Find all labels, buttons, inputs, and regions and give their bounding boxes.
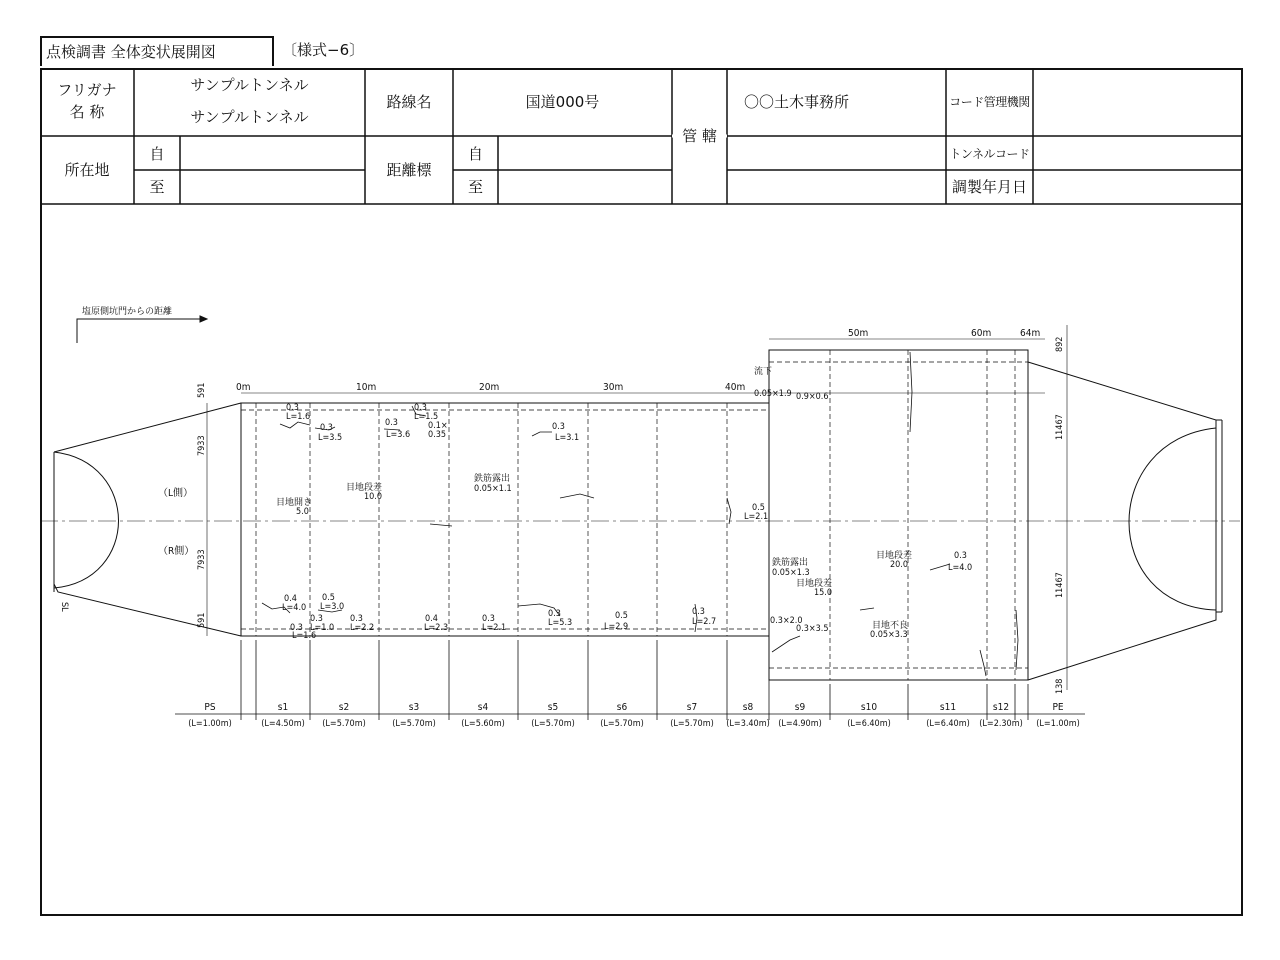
annotation-labels <box>276 365 972 641</box>
annotation: 0.05×1.3 <box>772 568 810 578</box>
distance-ticks <box>236 328 1040 393</box>
annotation: L=3.0 <box>320 602 345 612</box>
annotation: 20.0 <box>890 560 909 570</box>
left-dimensions <box>197 383 207 636</box>
annotation: 0.3 <box>548 609 561 619</box>
annotation: 0.3 <box>286 403 299 413</box>
annotation: 0.3 <box>482 614 495 624</box>
span-length: (L=1.00m) <box>1036 719 1080 729</box>
location-to-label: 至 <box>149 178 165 196</box>
span-id: s3 <box>408 702 420 713</box>
document-title: 点検調書 全体変状展開図 <box>40 36 274 66</box>
span-length: (L=4.90m) <box>778 719 822 729</box>
annotation: 0.5 <box>615 611 628 621</box>
span-id: PE <box>1052 702 1064 713</box>
right-dimensions <box>1055 325 1067 694</box>
annotation: 目地段差 <box>796 579 833 589</box>
annotation: L=1.5 <box>414 412 439 422</box>
marker-from-label: 自 <box>467 145 483 163</box>
left-portal <box>54 403 241 636</box>
span-labels <box>188 702 1080 729</box>
annotation: L=4.0 <box>282 603 307 613</box>
name-value: サンプルトンネル <box>190 108 309 126</box>
dim-left-top: 591 <box>197 382 207 398</box>
annotation: 目地不良 <box>872 621 909 631</box>
marker-to-label: 至 <box>467 178 483 196</box>
annotation: L=5.3 <box>548 618 573 628</box>
annotation: L=1.6 <box>286 412 311 422</box>
annotation: 0.3 <box>692 607 705 617</box>
dim-left-upper: 7933 <box>197 435 207 456</box>
span-length: (L=4.50m) <box>261 719 305 729</box>
annotation: 0.1× <box>428 421 448 431</box>
tick-10m: 10m <box>356 382 377 393</box>
span-id: s6 <box>616 702 628 713</box>
annotation: 0.3 <box>954 551 967 561</box>
span-id: s8 <box>742 702 754 713</box>
dim-left-lower: 7933 <box>197 549 207 570</box>
annotation: 0.3×2.0 <box>770 616 803 626</box>
annotation: 鉄筋露出 <box>772 558 809 568</box>
jurisdiction-label: 管 轄 <box>682 127 717 145</box>
annotation: 5.0 <box>296 507 309 517</box>
annotation: L=2.3 <box>424 623 449 633</box>
tick-40m: 40m <box>725 382 746 393</box>
span-length: (L=5.60m) <box>461 719 505 729</box>
annotation: 目地段差 <box>876 551 913 561</box>
span-length: (L=5.70m) <box>322 719 366 729</box>
annotation: L=2.2 <box>350 623 375 633</box>
annotation: 0.3 <box>414 403 427 413</box>
span-id: PS <box>204 702 216 713</box>
annotation: L=4.0 <box>948 563 973 573</box>
furigana-value: サンプルトンネル <box>190 76 309 94</box>
annotation: L=1.0 <box>310 623 335 633</box>
span-id: s1 <box>277 702 289 713</box>
annotation: 鉄筋露出 <box>474 474 511 484</box>
annotation: 0.3 <box>320 423 333 433</box>
span-length: (L=1.00m) <box>188 719 232 729</box>
span-id: s9 <box>794 702 806 713</box>
span-length: (L=3.40m) <box>726 719 770 729</box>
location-label: 所在地 <box>64 161 110 179</box>
annotation: L=3.1 <box>555 433 580 443</box>
furigana-label: フリガナ <box>57 81 117 99</box>
annotation: L=1.6 <box>292 631 317 641</box>
annotation: 0.3 <box>310 614 323 624</box>
span-id: s7 <box>686 702 698 713</box>
annotation: 0.3 <box>290 623 303 633</box>
tick-30m: 30m <box>603 382 624 393</box>
route-label: 路線名 <box>386 93 432 111</box>
span-id: s11 <box>939 702 957 713</box>
annotation: 0.5 <box>752 503 765 513</box>
annotation: 0.3 <box>385 418 398 428</box>
span-length: (L=5.70m) <box>670 719 714 729</box>
direction-arrow <box>77 316 207 343</box>
annotation: 15.0 <box>814 588 833 598</box>
annotation: 流下 <box>754 367 773 377</box>
annotation: L=2.1 <box>482 623 507 633</box>
sl-label: SL <box>59 602 69 612</box>
annotation: 目地開き <box>276 498 313 508</box>
dim-right-upper: 11467 <box>1055 414 1065 440</box>
annotation: L=2.9 <box>604 622 629 632</box>
annotation: 0.05×1.9 <box>754 389 792 399</box>
annotation: 目地段差 <box>346 483 383 493</box>
span-id: s4 <box>477 702 489 713</box>
annotation: 0.3 <box>350 614 363 624</box>
annotation: 0.3 <box>552 422 565 432</box>
code-agency-label: コード管理機関 <box>949 95 1030 109</box>
dim-left-bottom: 591 <box>197 612 207 628</box>
annotation: L=3.5 <box>318 433 343 443</box>
name-label: 名 称 <box>69 103 105 121</box>
annotation: 0.05×1.1 <box>474 484 512 494</box>
tunnel-code-label: トンネルコード <box>949 147 1030 161</box>
dim-right-bottom: 138 <box>1055 678 1065 694</box>
annotation: L=2.7 <box>692 617 717 627</box>
annotation: 0.4 <box>284 594 297 604</box>
span-id: s12 <box>992 702 1010 713</box>
span-length: (L=2.30m) <box>979 719 1023 729</box>
tick-20m: 20m <box>479 382 500 393</box>
span-id: s10 <box>860 702 878 713</box>
dim-right-top: 892 <box>1055 336 1065 352</box>
annotation: 10.0 <box>364 492 383 502</box>
form-number: 〔様式−6〕 <box>282 41 365 59</box>
tick-64m: 64m <box>1020 328 1041 339</box>
annotation: 0.5 <box>322 593 335 603</box>
annotation: L=2.1 <box>744 512 769 522</box>
span-length: (L=6.40m) <box>847 719 891 729</box>
annotation: 0.4 <box>425 614 438 624</box>
annotation: 0.9×0.6 <box>796 392 829 402</box>
direction-label: 塩原側坑門からの距離 <box>82 307 173 317</box>
tick-50m: 50m <box>848 328 869 339</box>
annotation: 0.05×3.3 <box>870 630 908 640</box>
span-length: (L=5.70m) <box>600 719 644 729</box>
side-l-label: （L側） <box>158 488 194 499</box>
tick-60m: 60m <box>971 328 992 339</box>
dim-right-lower: 11467 <box>1055 572 1065 598</box>
annotation: 0.35 <box>428 430 447 440</box>
span-length: (L=5.70m) <box>531 719 575 729</box>
annotation: 0.3×3.5 <box>796 624 829 634</box>
prepared-date-label: 調製年月日 <box>951 178 1027 196</box>
side-r-label: （R側） <box>158 546 195 557</box>
tick-0m: 0m <box>236 382 251 393</box>
span-length: (L=5.70m) <box>392 719 436 729</box>
span-id: s2 <box>338 702 350 713</box>
route-value: 国道000号 <box>525 93 600 111</box>
span-length: (L=6.40m) <box>926 719 970 729</box>
span-id: s5 <box>547 702 559 713</box>
jurisdiction-value: 〇〇土木事務所 <box>744 93 850 111</box>
location-from-label: 自 <box>149 145 165 163</box>
distance-marker-label: 距離標 <box>386 161 432 179</box>
annotation: L=3.6 <box>386 430 411 440</box>
